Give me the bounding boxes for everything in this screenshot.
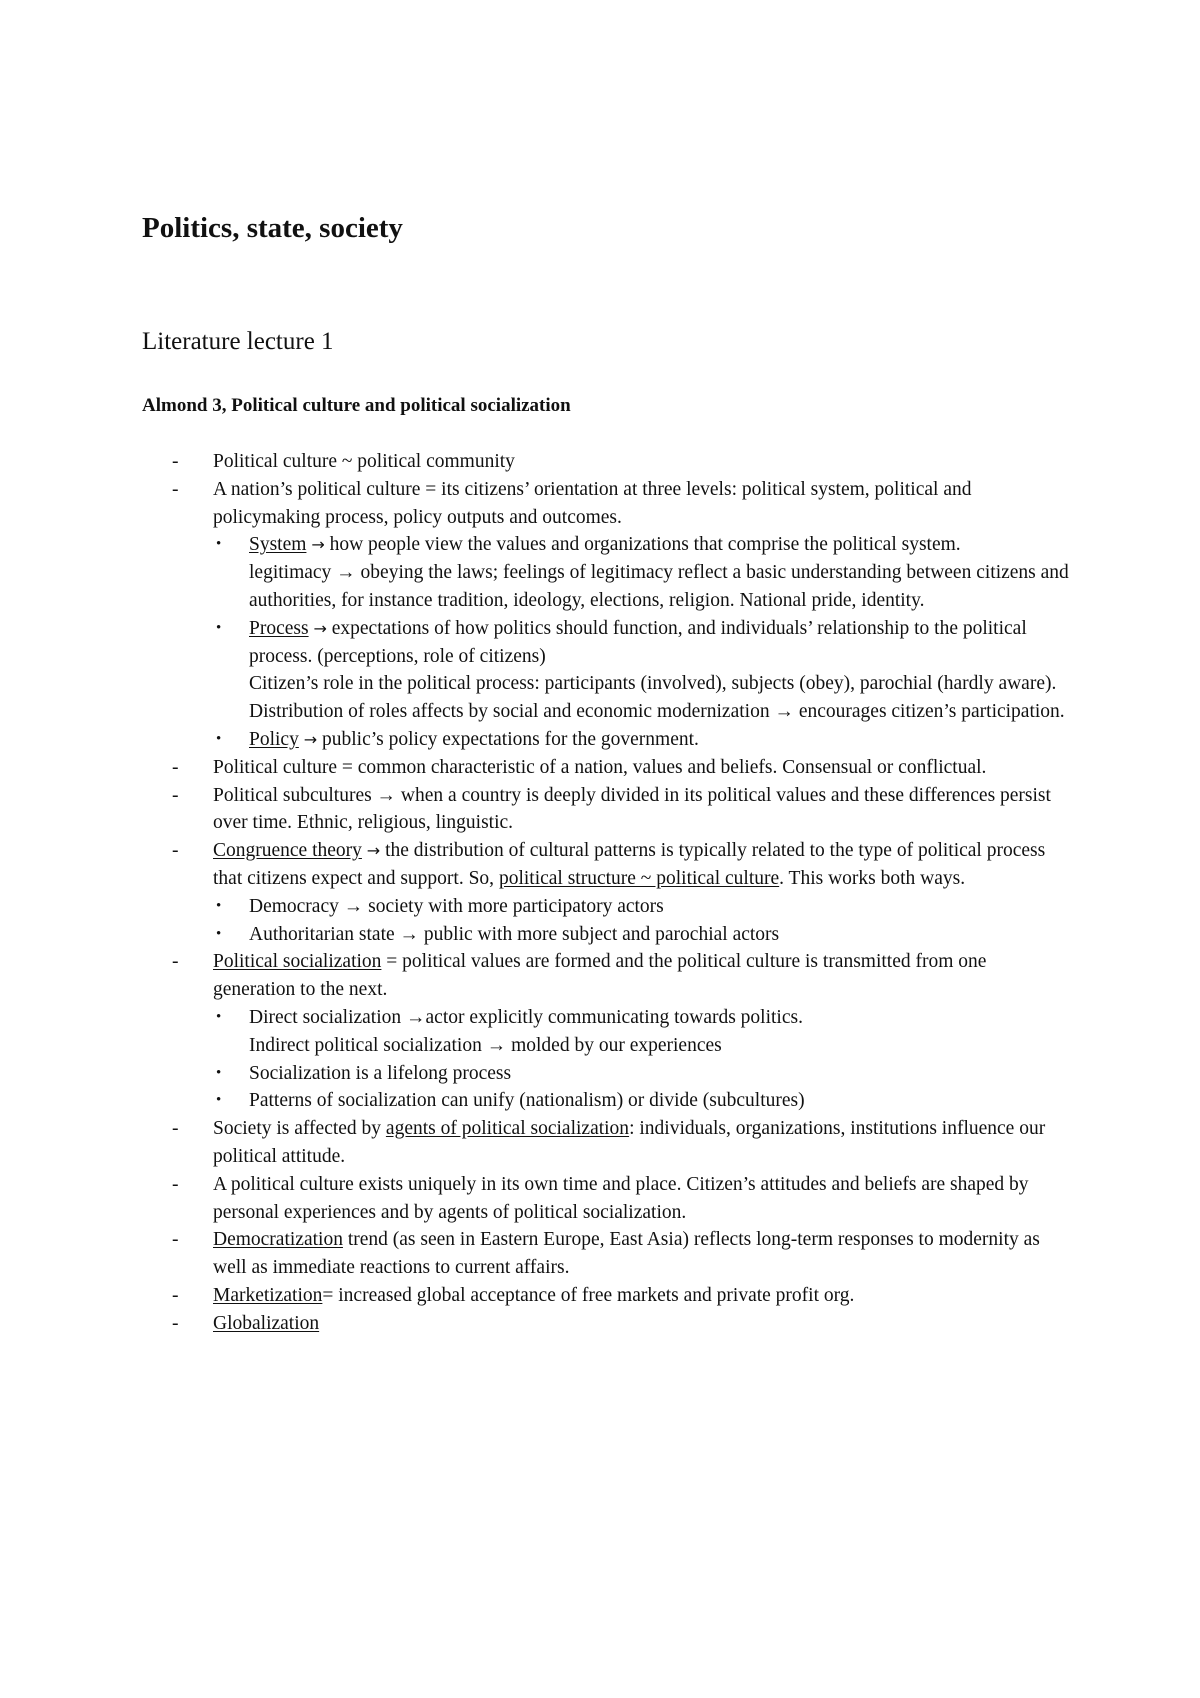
dash-icon: - [172,1173,179,1195]
sub-list-item [172,1060,1072,1088]
list-item [172,1282,1072,1310]
sub-list-continuation: Citizen’s role in the political process: participants (involved), subjects (obey), parochial (hardly aware). Distribution of roles affects by social and economic modernization → encourages citizen’s participation. [249,673,1065,723]
sub-list-item-text: how people view the values and organizations that comprise the political system. [324,534,961,556]
dash-icon: - [172,1284,179,1306]
sub-list-item [172,893,1072,921]
bullet-icon: • [216,925,222,942]
bullet-icon: • [216,1064,222,1081]
sub-list-item [172,921,1072,949]
list-item-text: Political culture = common characteristic of a nation, values and beliefs. Consensual or conflictual. [213,756,987,778]
sub-list-continuation: Indirect political socialization → molded by our experiences [249,1034,722,1056]
dash-icon: - [172,451,179,472]
list-item-text: A political culture exists uniquely in its own time and place. Citizen’s attitudes and beliefs are shaped by personal experiences and by agents of political socialization. [213,1173,1029,1223]
list-item-text: : individuals, organizations, institutions influence our political attitude. [213,1118,1046,1167]
list-item-text: trend (as seen in Eastern Europe, East Asia) reflects long-term responses to modernity as well as immediate reactions to current affairs. [213,1229,1040,1279]
list-item [172,782,1072,838]
sub-list-item-text: expectations of how politics should function, and individuals’ relationship to the political process. (perceptions, role of citizens) [249,617,1027,667]
bullet-icon: • [216,536,222,553]
list-item [172,1115,1072,1171]
bullet-icon: • [216,897,222,914]
list-item [172,1171,1072,1227]
list-item-text: Society is affected by [213,1118,386,1140]
bullet-icon: • [216,1008,222,1025]
list-item [172,448,1072,476]
dash-icon: - [172,784,179,806]
dash-icon: - [172,478,179,500]
term-democratization: Democratization [213,1229,343,1251]
list-item-text: the distribution of cultural patterns is typically related to the type of political process that citizens expect and support. So, [213,840,1046,889]
dash-icon: - [172,756,179,778]
list-item [172,948,1072,1004]
sub-list-item [172,1004,1072,1032]
arrow-icon: → [311,535,325,555]
sub-list-item [172,1087,1072,1115]
sub-list-item-text: Democracy → society with more participatory actors [249,895,664,917]
list-item [172,754,1072,782]
list-item [172,1226,1072,1282]
list-item [172,1310,1072,1338]
list-item-text: A nation’s political culture = its citizens’ orientation at three levels: political system, political and policymaking process, policy outputs and outcomes. [213,478,972,528]
term-system: System [249,534,307,556]
term-structure-culture: political structure ~ political culture [498,867,780,889]
list-item-text: = political values are formed and the political culture is transmitted from one generation to the next. [213,951,987,1001]
list-item [172,476,1072,532]
bullet-icon: • [216,1092,222,1109]
list-item-text: . This works both ways. [779,867,966,889]
page-title: Politics, state, society [142,212,403,244]
sub-list-item-text: public’s policy expectations for the government. [317,728,699,750]
list-item [172,837,1072,893]
term-political-socialization: Political socialization [213,951,382,973]
dash-icon: - [172,1229,179,1251]
page-subtitle: Literature lecture 1 [142,328,334,355]
term-congruence-theory: Congruence theory [213,840,362,862]
section-heading: Almond 3, Political culture and political socialization [142,395,571,416]
bullet-icon: • [216,730,222,747]
list-item-text: Political subcultures → when a country is deeply divided in its political values and these differences persist over time. Ethnic, religious, linguistic. [213,784,1051,834]
dash-icon: - [172,840,179,862]
sub-list-item [172,531,1072,559]
dash-icon: - [172,951,179,973]
sub-list-item-text: Socialization is a lifelong process [249,1062,512,1084]
dash-icon: - [172,1312,179,1334]
term-globalization: Globalization [213,1312,320,1334]
term-process: Process [249,617,309,639]
sub-list-item [172,615,1072,671]
dash-icon: - [172,1118,179,1140]
arrow-icon: → [366,841,381,861]
arrow-icon: → [303,729,318,749]
bullet-icon: • [216,619,222,636]
sub-list-item [172,726,1072,754]
term-marketization: Marketization [213,1284,323,1306]
sub-list-item-text: Direct socialization →actor explicitly communicating towards politics. [249,1006,803,1028]
arrow-icon: → [313,618,327,638]
term-policy: Policy [249,728,299,750]
sub-list-continuation: legitimacy → obeying the laws; feelings of legitimacy reflect a basic understanding between citizens and authorities, for instance tradition, ideology, elections, religion. National pride, identity. [249,562,1069,611]
list-item-text: Political culture ~ political community [213,451,515,472]
sub-list-item-text: Authoritarian state → public with more subject and parochial actors [249,923,780,945]
term-agents: agents of political socialization [385,1118,630,1140]
notes-list [172,448,1072,1338]
sub-list-item-text: Patterns of socialization can unify (nationalism) or divide (subcultures) [249,1090,805,1112]
list-item-text: = increased global acceptance of free markets and private profit org. [322,1284,855,1306]
